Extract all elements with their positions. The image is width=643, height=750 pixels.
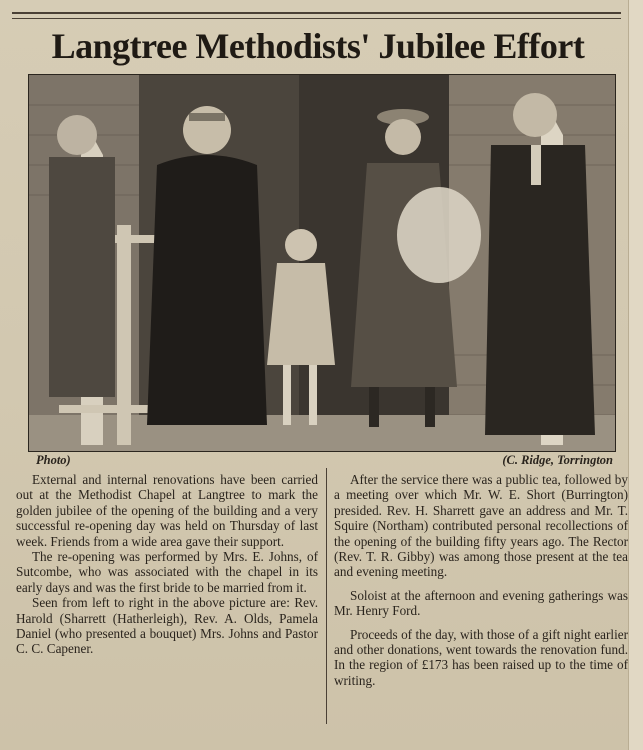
top-rule-thin xyxy=(12,18,621,19)
article-column-2 xyxy=(334,472,628,688)
paragraph: Soloist at the afternoon and evening gatherings was Mr. Henry Ford. xyxy=(334,587,628,619)
photo-credit-label: Photo) xyxy=(36,453,71,467)
paragraph: External and internal renovations have been carried out at the Methodist Chapel at Langtree to mark the golden jubilee of the opening of the building and a very successful re-opening day was held on Thursday of last week. Friends from a wide area gave their support. xyxy=(16,472,318,549)
page-edge xyxy=(628,0,643,750)
top-rule xyxy=(12,12,621,14)
paragraph: After the service there was a public tea, followed by a meeting over which Mr. W. E. Short (Burrington) presided. Rev. H. Sharrett gave an address and Mr. T. Squire (Northam) contributed personal recollections of the opening of the building fifty years ago. The Rector (Rev. T. R. Gibby) was among those present at the tea and evening meeting. xyxy=(334,472,628,580)
paragraph: Seen from left to right in the above picture are: Rev. Harold (Sharrett (Hatherleigh), Rev. A. Olds, Pamela Daniel (who presented a bouquet) Mrs. Johns and Pastor C. C. Capener. xyxy=(16,595,318,657)
group-photo xyxy=(28,74,616,452)
headline: Langtree Methodists' Jubilee Effort xyxy=(51,26,585,66)
photo-illustration xyxy=(29,75,615,451)
article-column-1 xyxy=(16,472,318,657)
paragraph: The re-opening was performed by Mrs. E. Johns, of Sutcombe, who was associated with the chapel in its early days and was the first bride to be married from it. xyxy=(16,549,318,595)
column-divider xyxy=(326,468,327,724)
photo-credit-source: (C. Ridge, Torrington xyxy=(502,453,613,467)
paragraph: Proceeds of the day, with those of a gift night earlier and other donations, went towards the renovation fund. In the region of £173 has been raised up to the time of writing. xyxy=(334,626,628,688)
